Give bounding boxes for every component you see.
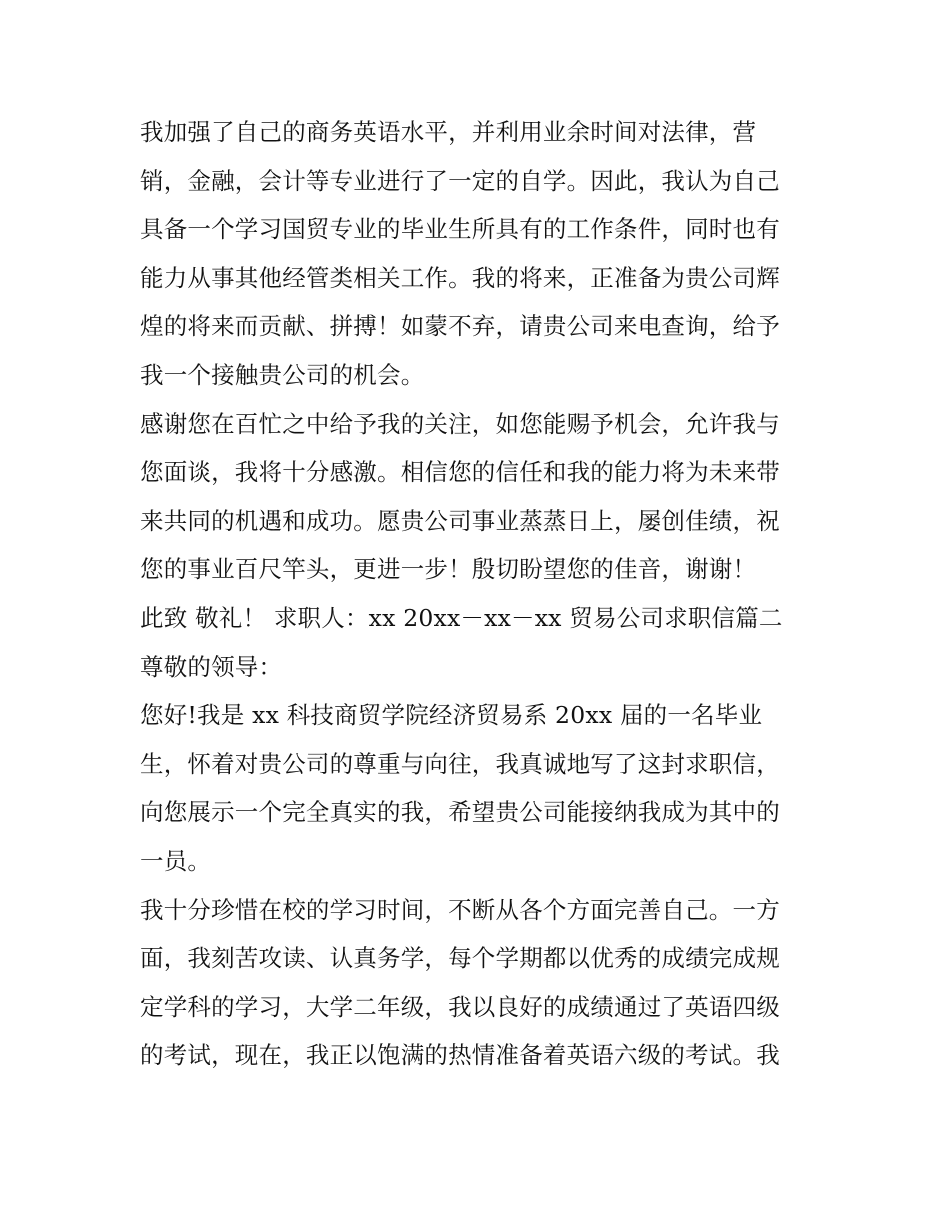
- text-line: 我十分珍惜在校的学习时间，不断从各个方面完善自己。一方: [140, 895, 780, 924]
- text-line: 您好!我是 xx 科技商贸学院经济贸易系 20xx 届的一名毕业: [140, 701, 763, 730]
- text-line: 我加强了自己的商务英语水平，并利用业余时间对法律，营: [140, 118, 757, 146]
- text-line: 感谢您在百忙之中给予我的关注，如您能赐予机会，允许我与: [140, 409, 780, 438]
- text-line: 能力从事其他经管类相关工作。我的将来，正准备为贵公司辉: [140, 263, 780, 292]
- text-line: 生，怀着对贵公司的尊重与向往，我真诚地写了这封求职信，: [140, 749, 780, 778]
- text-line: 面，我刻苦攻读、认真务学，每个学期都以优秀的成绩完成规: [140, 944, 780, 973]
- text-line: 定学科的学习，大学二年级，我以良好的成绩通过了英语四级: [140, 992, 780, 1021]
- salutation-line: 尊敬的领导：: [140, 652, 283, 681]
- text-line: 的考试，现在，我正以饱满的热情准备着英语六级的考试。我: [140, 1041, 780, 1070]
- closing-line: 此致 敬礼！ 求职人：xx 20xx－xx－xx 贸易公司求职信篇二: [140, 603, 783, 632]
- text-line: 煌的将来而贡献、拼搏！如蒙不弃，请贵公司来电查询，给予: [140, 312, 780, 341]
- text-line: 您面谈，我将十分感激。相信您的信任和我的能力将为未来带: [140, 458, 780, 487]
- text-line: 您的事业百尺竿头，更进一步！殷切盼望您的佳音，谢谢！: [140, 555, 757, 584]
- text-line: 来共同的机遇和成功。愿贵公司事业蒸蒸日上，屡创佳绩，祝: [140, 506, 780, 535]
- text-line: 我一个接触贵公司的机会。: [140, 360, 425, 389]
- letter-body: [140, 108, 820, 1080]
- text-line: 具备一个学习国贸专业的毕业生所具有的工作条件，同时也有: [140, 215, 780, 244]
- text-line: 向您展示一个完全真实的我，希望贵公司能接纳我成为其中的: [140, 798, 780, 827]
- text-line: 销，金融，会计等专业进行了一定的自学。因此，我认为自己: [140, 166, 780, 195]
- text-line: 一员。: [140, 846, 212, 875]
